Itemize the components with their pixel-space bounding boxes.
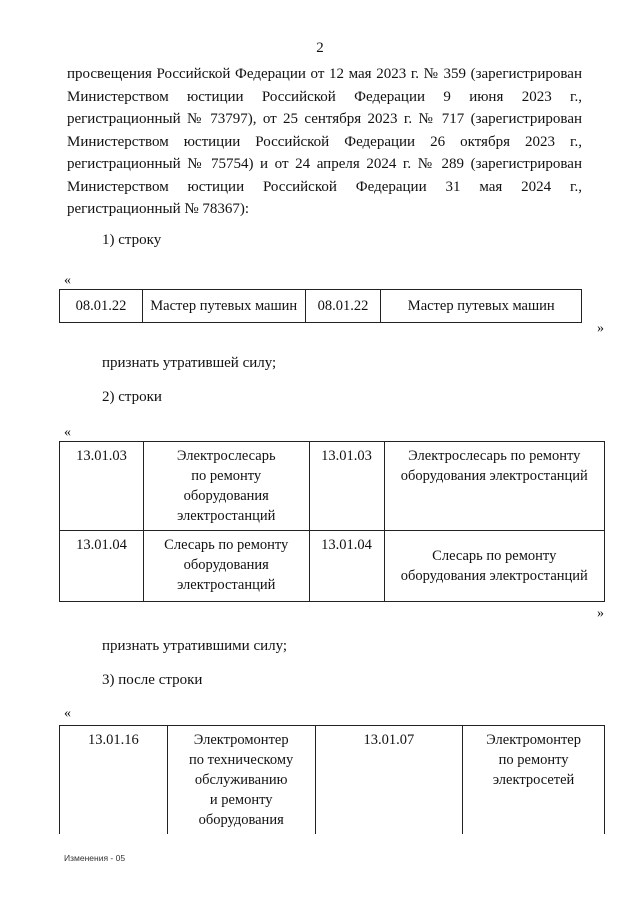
table-cell: Электромонтер по техническому обслуживанию и ремонту оборудования [167,726,315,835]
table-cell: 08.01.22 [60,290,143,323]
table-cell: Электрослесарь по ремонту оборудования электростанций [143,442,309,531]
table-cell: 13.01.07 [315,726,463,835]
table-cell: 08.01.22 [305,290,381,323]
item2-table [59,441,605,602]
item1-table [59,289,582,323]
table-row [60,290,582,323]
item2-quote-close: » [597,606,604,621]
table-row [60,531,605,602]
table-row [60,726,605,835]
item2-heading: 2) строки [102,389,162,405]
footer-label: Изменения - 05 [64,853,126,863]
table-cell: 13.01.04 [60,531,144,602]
table-cell: 13.01.16 [60,726,168,835]
page-number: 2 [316,40,324,56]
table-row [60,442,605,531]
item3-table [59,725,605,834]
table-cell: Электромонтер по ремонту электросетей [463,726,605,835]
table-cell: Электрослесарь по ремонту оборудования электростанций [384,442,604,531]
table-cell: Мастер путевых машин [381,290,582,323]
item3-quote-open: « [64,706,71,721]
intro-paragraph: просвещения Российской Федерации от 12 мая 2023 г. № 359 (зарегистрирован Министерством юстиции Российской Федерации 9 июня 2023 г., регистрационный № 73797), от 25 сентября 2023 г. № 717 (зарегистрирован Министерством юстиции Российской Федерации 26 октября 2023 г., регистрационный № 75754) и от 24 апреля 2024 г. № 289 (зарегистрирован Министерством юстиции Российской Федерации 31 мая 2024 г., регистрационный № 78367): [67,66,582,217]
table-cell: 13.01.04 [309,531,384,602]
item1-quote-open: « [64,273,71,288]
item2-quote-open: « [64,425,71,440]
table-cell: Слесарь по ремонту оборудования электростанций [143,531,309,602]
item1-quote-close: » [597,321,604,336]
item2-after: признать утратившими силу; [102,638,288,654]
item1-heading: 1) строку [102,232,162,248]
item1-after: признать утратившей силу; [102,355,277,371]
table-cell: 13.01.03 [309,442,384,531]
table-cell: Слесарь по ремонту оборудования электростанций [384,531,604,602]
item3-heading: 3) после строки [102,672,203,688]
table-cell: 13.01.03 [60,442,144,531]
table-cell: Мастер путевых машин [142,290,305,323]
